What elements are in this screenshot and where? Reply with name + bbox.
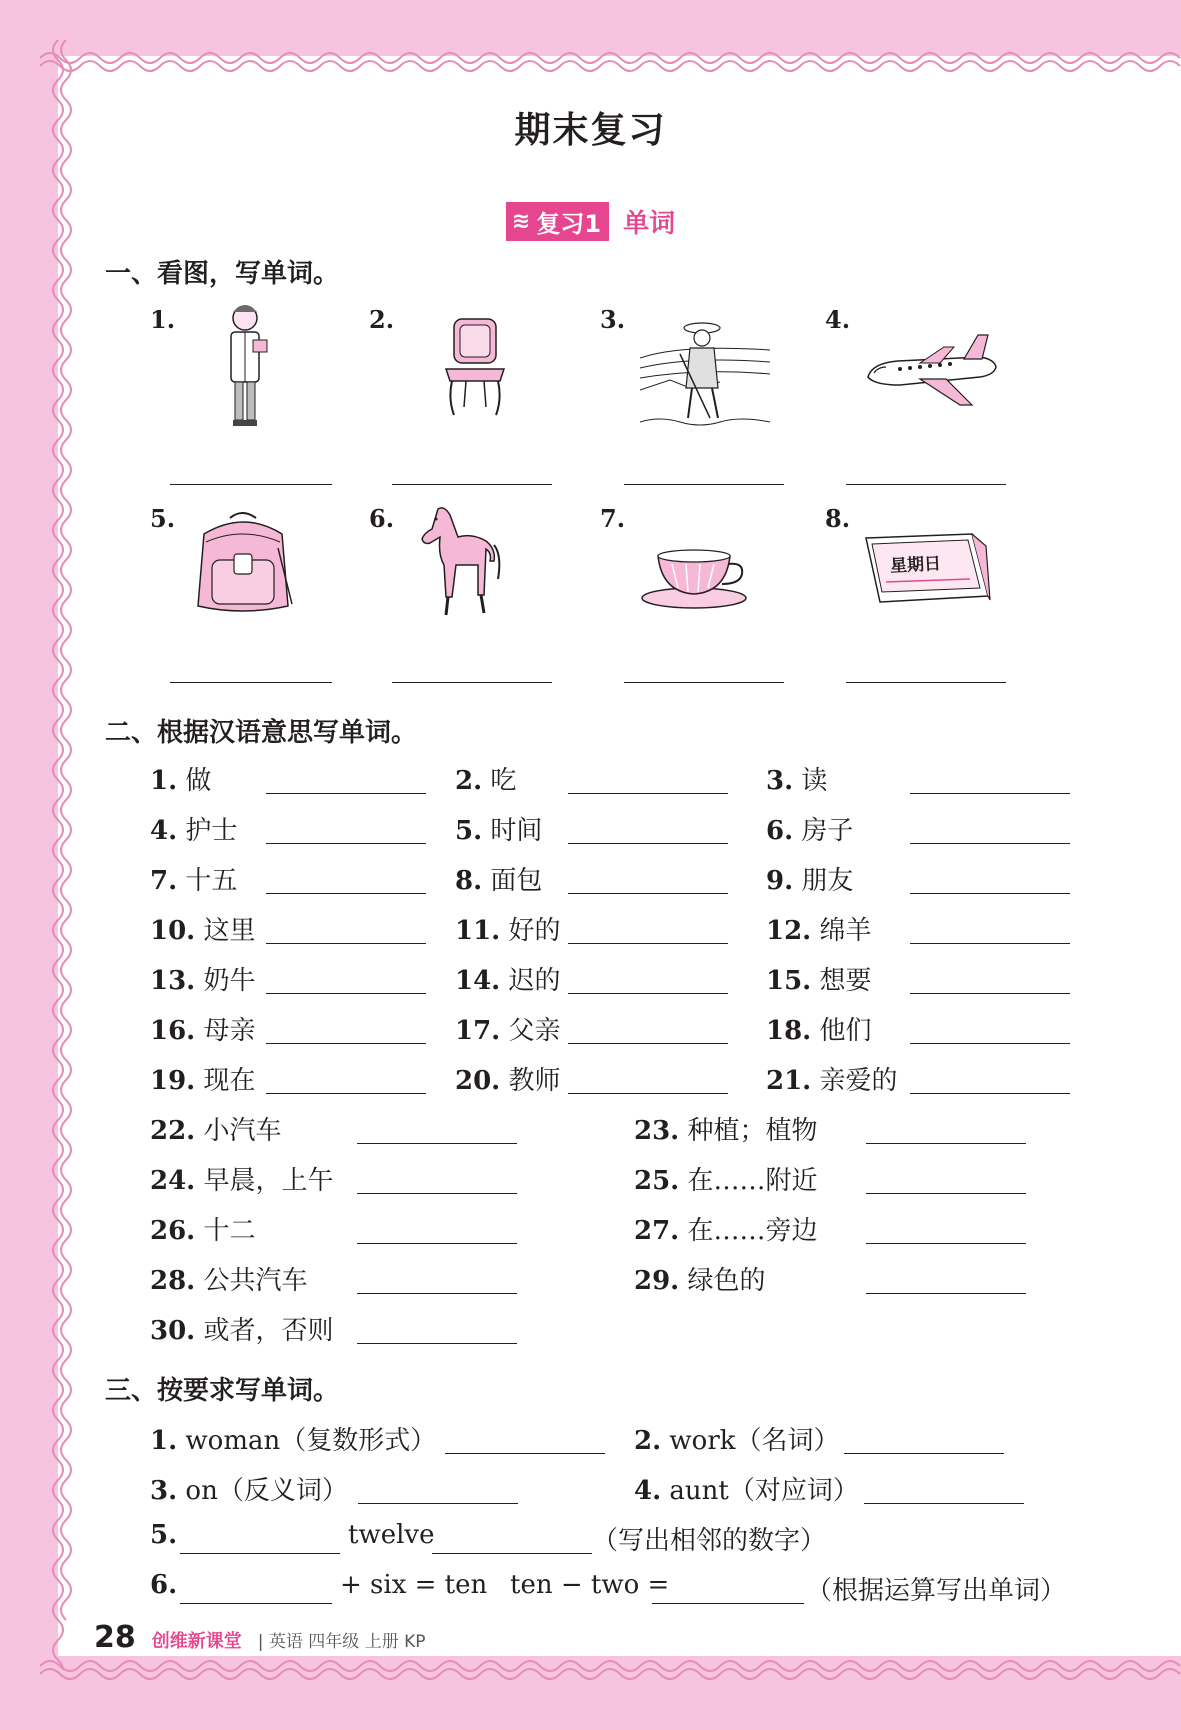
vocab-item: 18. 他们 [766, 1016, 872, 1046]
answer-blank[interactable] [266, 1093, 426, 1094]
page-title: 期末复习 [514, 110, 667, 151]
vocab-item: 6. 房子 [766, 816, 854, 846]
answer-blank[interactable] [357, 1343, 517, 1344]
vocab-item: 28. 公共汽车 [150, 1266, 308, 1296]
bottom-wave-border [40, 1652, 1181, 1688]
answer-blank[interactable] [866, 1193, 1026, 1194]
chair-icon [440, 315, 510, 420]
vocab-item: 3. 读 [766, 766, 828, 796]
vocab-item: 26. 十二 [150, 1216, 256, 1246]
answer-blank[interactable] [910, 1093, 1070, 1094]
page-paper [58, 56, 1181, 1656]
vocab-item: 21. 亲爱的 [766, 1066, 898, 1096]
transform-mid: twelve [348, 1520, 435, 1550]
vocab-item: 16. 母亲 [150, 1016, 256, 1046]
pic-number: 4. [825, 305, 851, 334]
vocab-item: 13. 奶牛 [150, 966, 256, 996]
vocab-item: 17. 父亲 [455, 1016, 561, 1046]
answer-blank[interactable] [866, 1243, 1026, 1244]
vocab-item: 25. 在……附近 [634, 1166, 818, 1196]
answer-blank[interactable] [266, 893, 426, 894]
answer-blank[interactable] [266, 793, 426, 794]
vocab-item: 10. 这里 [150, 916, 256, 946]
section2-heading: 二、根据汉语意思写单词。 [105, 718, 418, 748]
vocab-item: 4. 护士 [150, 816, 238, 846]
vocab-item: 24. 早晨，上午 [150, 1166, 334, 1196]
vocab-item: 8. 面包 [455, 866, 543, 896]
vocab-item: 19. 现在 [150, 1066, 256, 1096]
doctor-icon [215, 300, 275, 432]
answer-blank[interactable] [432, 1553, 592, 1554]
answer-blank[interactable] [170, 682, 332, 683]
vocab-item: 12. 绵羊 [766, 916, 872, 946]
answer-blank[interactable] [358, 1503, 518, 1504]
vocab-item: 15. 想要 [766, 966, 872, 996]
vocab-item: 22. 小汽车 [150, 1116, 282, 1146]
answer-blank[interactable] [864, 1503, 1024, 1504]
answer-blank[interactable] [910, 893, 1070, 894]
vocab-item: 29. 绿色的 [634, 1266, 766, 1296]
transform-mid: ten − two = [510, 1570, 670, 1600]
answer-blank[interactable] [568, 1043, 728, 1044]
answer-blank[interactable] [180, 1553, 340, 1554]
vocab-item: 9. 朋友 [766, 866, 854, 896]
vocab-item: 1. 做 [150, 766, 212, 796]
answer-blank[interactable] [846, 484, 1006, 485]
answer-blank[interactable] [568, 1093, 728, 1094]
answer-blank[interactable] [866, 1293, 1026, 1294]
vocab-item: 27. 在……旁边 [634, 1216, 818, 1246]
vocab-item: 20. 教师 [455, 1066, 561, 1096]
farmer-icon [640, 318, 770, 430]
review-badge [506, 202, 609, 241]
answer-blank[interactable] [357, 1193, 517, 1194]
pic-number: 1. [150, 305, 176, 334]
section1-heading: 一、看图，写单词。 [105, 259, 340, 289]
pic-number: 5. [150, 504, 176, 533]
transform-item: 3. on（反义词） [150, 1476, 348, 1506]
answer-blank[interactable] [624, 682, 784, 683]
answer-blank[interactable] [266, 943, 426, 944]
answer-blank[interactable] [910, 993, 1070, 994]
vocab-item: 7. 十五 [150, 866, 238, 896]
vocab-item: 5. 时间 [455, 816, 543, 846]
series-name: 创维新课堂 [151, 1631, 242, 1652]
answer-blank[interactable] [445, 1453, 605, 1454]
pic-number: 6. [369, 504, 395, 533]
answer-blank[interactable] [266, 1043, 426, 1044]
vocab-item: 2. 吃 [455, 766, 517, 796]
review-badge-label: 复习1 [536, 210, 602, 238]
answer-blank[interactable] [910, 1043, 1070, 1044]
pic-number: 3. [600, 305, 626, 334]
answer-blank[interactable] [568, 843, 728, 844]
pic-number: 7. [600, 504, 626, 533]
plane-icon [860, 333, 1000, 413]
pic-number: 2. [369, 305, 395, 334]
book-meta: | 英语 四年级 上册 KP [257, 1632, 426, 1652]
wave-lines-icon: ≋ [511, 209, 531, 234]
pic-number: 8. [825, 504, 851, 533]
answer-blank[interactable] [357, 1243, 517, 1244]
answer-blank[interactable] [392, 484, 552, 485]
vocab-item: 30. 或者，否则 [150, 1316, 334, 1346]
review-badge-row [0, 202, 1181, 241]
answer-blank[interactable] [844, 1453, 1004, 1454]
answer-blank[interactable] [910, 793, 1070, 794]
bag-icon [192, 508, 294, 614]
transform-mid: + six = ten [340, 1570, 488, 1600]
vocab-item: 11. 好的 [455, 916, 561, 946]
vocab-item: 23. 种植；植物 [634, 1116, 818, 1146]
page-number: 28 [94, 1620, 136, 1655]
answer-blank[interactable] [910, 943, 1070, 944]
answer-blank[interactable] [170, 484, 332, 485]
answer-blank[interactable] [846, 682, 1006, 683]
answer-blank[interactable] [568, 793, 728, 794]
left-wave-border [40, 40, 76, 1670]
answer-blank[interactable] [910, 843, 1070, 844]
horse-icon [418, 505, 502, 621]
answer-blank[interactable] [266, 993, 426, 994]
calendar-text: 星期日 [889, 554, 942, 577]
answer-blank[interactable] [357, 1143, 517, 1144]
answer-blank[interactable] [180, 1603, 332, 1604]
answer-blank[interactable] [568, 993, 728, 994]
transform-note: （写出相邻的数字） [592, 1526, 827, 1556]
transform-note: （根据运算写出单词） [806, 1576, 1067, 1606]
review-topic: 单词 [623, 209, 676, 239]
answer-blank[interactable] [392, 682, 552, 683]
top-wave-border [40, 40, 1181, 76]
transform-item: 6. [150, 1570, 178, 1600]
page-footer [94, 1620, 426, 1655]
vocab-item: 14. 迟的 [455, 966, 561, 996]
transform-item: 1. woman（复数形式） [150, 1426, 437, 1456]
section3-heading: 三、按要求写单词。 [105, 1376, 340, 1406]
answer-blank[interactable] [568, 893, 728, 894]
answer-blank[interactable] [866, 1143, 1026, 1144]
cup-icon [640, 542, 752, 612]
answer-blank[interactable] [357, 1293, 517, 1294]
answer-blank[interactable] [624, 484, 784, 485]
transform-item: 5. [150, 1520, 178, 1550]
calendar-icon [862, 530, 992, 610]
transform-item: 2. work（名词） [634, 1426, 840, 1456]
transform-item: 4. aunt（对应词） [634, 1476, 859, 1506]
answer-blank[interactable] [266, 843, 426, 844]
answer-blank[interactable] [652, 1603, 804, 1604]
answer-blank[interactable] [568, 943, 728, 944]
